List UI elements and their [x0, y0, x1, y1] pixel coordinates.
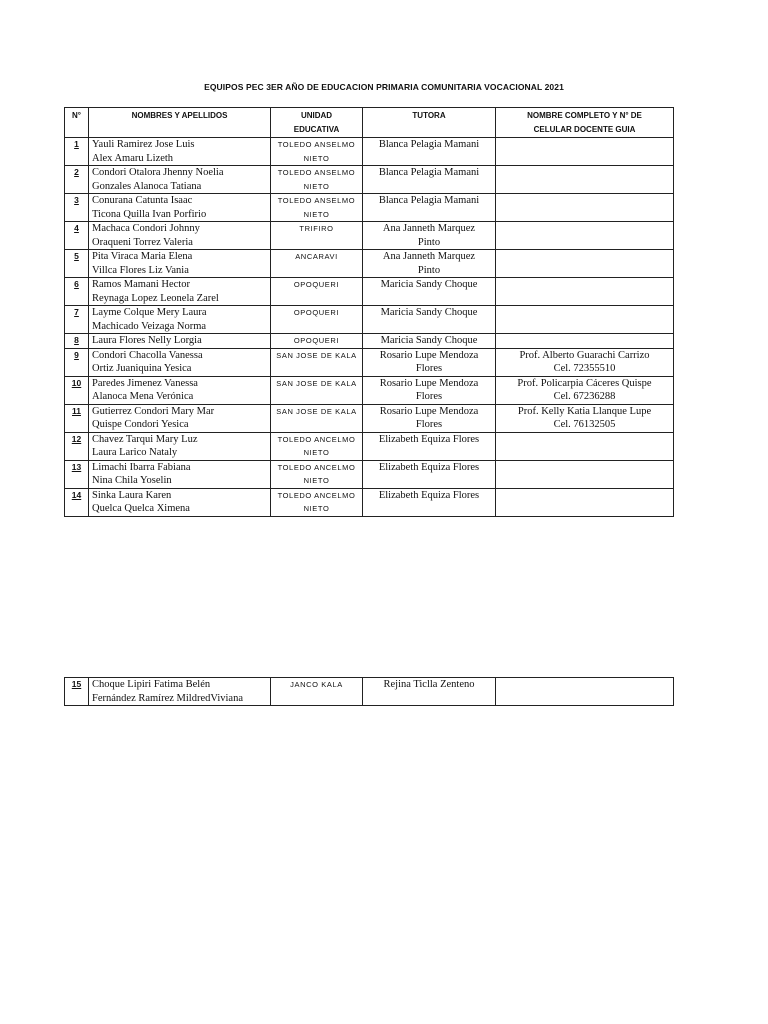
header-tutora: TUTORA: [363, 108, 496, 138]
unidad-educativa: [271, 306, 363, 334]
unidad-educativa-line: SAN JOSE DE KALA: [276, 378, 357, 388]
tutora-name-line: Blanca Pelagia Mamani: [378, 195, 480, 206]
team-members-line: Laura Larico Nataly: [92, 447, 178, 458]
table-row: [65, 432, 674, 460]
table-row: [65, 194, 674, 222]
team-members-line: Yauli Ramirez Jose Luis: [92, 139, 195, 150]
team-members: [89, 278, 271, 306]
tutora-name-line: Blanca Pelagia Mamani: [378, 167, 480, 178]
team-members-line: Machaca Condori Johnny: [92, 223, 200, 234]
team-members-line: Oraqueni Torrez Valeria: [92, 236, 193, 248]
unidad-educativa-line: TOLEDO ANCELMO: [277, 462, 356, 472]
team-members: [89, 194, 271, 222]
tutora-name-line: Rejina Ticlla Zenteno: [383, 679, 475, 690]
team-members-line: Pita Viraca Maria Elena: [92, 251, 193, 262]
tutora-name: [363, 376, 496, 404]
unidad-educativa-line: OPOQUERI: [293, 308, 340, 317]
unidad-educativa-line: TOLEDO ANCELMO: [277, 490, 356, 500]
team-number: 5: [65, 250, 89, 278]
team-members: [89, 404, 271, 432]
team-number: 6: [65, 278, 89, 306]
tutora-name-line: Pinto: [417, 236, 441, 248]
unidad-educativa-line: SAN JOSE DE KALA: [276, 350, 357, 360]
unidad-educativa: [271, 348, 363, 376]
docente-guia: [496, 488, 674, 516]
table-row: [65, 166, 674, 194]
team-members: [89, 348, 271, 376]
team-members-line: Quelca Quelca Ximena: [92, 503, 190, 514]
unidad-educativa: [271, 404, 363, 432]
tutora-name: [363, 432, 496, 460]
tutora-name-line: Flores: [415, 419, 443, 430]
team-members-line: Alanoca Mena Verónica: [92, 391, 194, 402]
team-number: 10: [65, 376, 89, 404]
team-members: [89, 376, 271, 404]
tutora-name-line: Elizabeth Equiza Flores: [378, 489, 480, 501]
unidad-educativa-line: TOLEDO ANSELMO: [277, 140, 356, 149]
docente-guia: [496, 222, 674, 250]
docente-guia: [496, 334, 674, 349]
team-members-line: Nina Chila Yoselin: [92, 475, 172, 486]
unidad-educativa-line: NIETO: [303, 209, 330, 219]
unidad-educativa-line: NIETO: [303, 476, 330, 485]
docente-guia: [496, 306, 674, 334]
docente-guia-line: Cel. 72355510: [553, 363, 616, 374]
team-members-line: Quispe Condori Yesica: [92, 419, 189, 430]
team-number: 2: [65, 166, 89, 194]
tutora-name-line: Maricia Sandy Choque: [380, 307, 478, 318]
team-number: 1: [65, 138, 89, 166]
unidad-educativa: [271, 194, 363, 222]
tutora-name-line: Ana Janneth Marquez: [382, 251, 476, 262]
unidad-educativa: [271, 138, 363, 166]
team-members: [89, 678, 271, 706]
header-docente-line: CELULAR DOCENTE GUIA: [533, 125, 636, 134]
header-unidad-line: UNIDAD: [300, 111, 333, 120]
team-members-line: Choque Lipiri Fatima Belén: [92, 679, 211, 690]
team-members: [89, 166, 271, 194]
team-number: 3: [65, 194, 89, 222]
unidad-educativa-line: TOLEDO ANCELMO: [277, 434, 356, 444]
table-row: [65, 678, 674, 706]
tutora-name-line: Rosario Lupe Mendoza: [379, 377, 479, 389]
table-row: [65, 250, 674, 278]
tutora-name-line: Maricia Sandy Choque: [380, 335, 478, 346]
unidad-educativa: [271, 334, 363, 349]
tutora-name: [363, 222, 496, 250]
unidad-educativa-line: JANCO KALA: [290, 680, 343, 689]
team-number: 7: [65, 306, 89, 334]
team-number: 11: [65, 404, 89, 432]
docente-guia-line: Cel. 67236288: [553, 391, 616, 402]
docente-guia-line: Prof. Kelly Katia Llanque Lupe: [517, 405, 652, 417]
unidad-educativa-line: OPOQUERI: [293, 336, 340, 345]
document-title: EQUIPOS PEC 3ER AÑO DE EDUCACION PRIMARIA COMUNITARIA VOCACIONAL 2021: [204, 82, 564, 92]
team-members-line: Machicado Veizaga Norma: [92, 320, 207, 332]
table-row: [65, 334, 674, 349]
tutora-name-line: Rosario Lupe Mendoza: [379, 349, 479, 361]
team-members-line: Villca Flores Liz Vania: [92, 264, 189, 276]
header-docente-line: NOMBRE COMPLETO Y N° DE: [527, 111, 642, 120]
table-row: [65, 138, 674, 166]
unidad-educativa: [271, 278, 363, 306]
team-members-line: Fernández Ramírez MildredViviana: [92, 692, 243, 704]
table-row: [65, 222, 674, 250]
team-members: [89, 432, 271, 460]
unidad-educativa: [271, 460, 363, 488]
tutora-name: [363, 306, 496, 334]
docente-guia: [496, 278, 674, 306]
unidad-educativa: [271, 376, 363, 404]
team-number: 8: [65, 334, 89, 349]
header-num: N°: [65, 108, 89, 138]
unidad-educativa-line: OPOQUERI: [293, 280, 340, 289]
teams-table-continued: [64, 677, 674, 706]
team-number: 12: [65, 432, 89, 460]
team-members-line: Alex Amaru Lizeth: [92, 152, 174, 164]
team-number: 13: [65, 460, 89, 488]
unidad-educativa: [271, 432, 363, 460]
unidad-educativa-line: SAN JOSE DE KALA: [276, 406, 357, 416]
tutora-name-line: Flores: [415, 391, 443, 402]
tutora-name: [363, 250, 496, 278]
tutora-name: [363, 348, 496, 376]
tutora-name-line: Elizabeth Equiza Flores: [378, 433, 480, 445]
team-members: [89, 250, 271, 278]
unidad-educativa: [271, 166, 363, 194]
table-row: [65, 488, 674, 516]
unidad-educativa-line: NIETO: [303, 153, 330, 163]
docente-guia: [496, 194, 674, 222]
team-members: [89, 460, 271, 488]
team-members-line: Ticona Quilla Ivan Porfirio: [92, 208, 207, 220]
table-row: [65, 404, 674, 432]
tutora-name: [363, 278, 496, 306]
docente-guia-line: Prof. Policarpia Cáceres Quispe: [517, 377, 652, 389]
table-header-row: [65, 108, 674, 138]
unidad-educativa-line: NIETO: [303, 181, 330, 191]
team-number: 4: [65, 222, 89, 250]
team-members-line: Gonzales Alanoca Tatiana: [92, 180, 202, 192]
team-members-line: Ramos Mamani Hector: [92, 279, 190, 290]
unidad-educativa: [271, 250, 363, 278]
header-unidad-line: EDUCATIVA: [293, 125, 340, 134]
tutora-name: [363, 460, 496, 488]
tutora-name-line: Rosario Lupe Mendoza: [379, 405, 479, 417]
table-row: [65, 306, 674, 334]
table-row: [65, 348, 674, 376]
header-docente: [496, 108, 674, 138]
team-members-line: Condori Otalora Jhenny Noelia: [92, 167, 224, 178]
team-members: [89, 334, 271, 349]
team-members-line: Limachi Ibarra Fabiana: [92, 461, 191, 473]
team-members-line: Sinka Laura Karen: [92, 489, 172, 501]
docente-guia-line: Prof. Alberto Guarachi Carrizo: [519, 349, 650, 361]
team-members-line: Paredes Jimenez Vanessa: [92, 377, 198, 389]
tutora-name-line: Blanca Pelagia Mamani: [378, 139, 480, 150]
unidad-educativa: [271, 488, 363, 516]
header-unidad: [271, 108, 363, 138]
tutora-name-line: Elizabeth Equiza Flores: [378, 461, 480, 473]
teams-table: [64, 107, 674, 517]
team-number: 9: [65, 348, 89, 376]
tutora-name-line: Maricia Sandy Choque: [380, 279, 478, 290]
team-number: 14: [65, 488, 89, 516]
table-row: [65, 376, 674, 404]
docente-guia: [496, 432, 674, 460]
tutora-name-line: Flores: [415, 363, 443, 374]
tutora-name-line: Ana Janneth Marquez: [382, 223, 476, 234]
tutora-name: [363, 138, 496, 166]
docente-guia: [496, 250, 674, 278]
docente-guia: [496, 138, 674, 166]
team-members: [89, 306, 271, 334]
unidad-educativa: [271, 222, 363, 250]
docente-guia: [496, 460, 674, 488]
team-members: [89, 222, 271, 250]
unidad-educativa-line: NIETO: [303, 504, 330, 513]
table-row: [65, 278, 674, 306]
team-members: [89, 488, 271, 516]
docente-guia: [496, 348, 674, 376]
unidad-educativa-line: ANCARAVI: [295, 252, 338, 261]
header-nombres: NOMBRES Y APELLIDOS: [89, 108, 271, 138]
tutora-name: [363, 678, 496, 706]
team-members-line: Condori Chacolla Vanessa: [92, 349, 203, 361]
unidad-educativa: [271, 678, 363, 706]
tutora-name: [363, 488, 496, 516]
team-members-line: Gutierrez Condori Mary Mar: [92, 405, 215, 417]
team-members: [89, 138, 271, 166]
team-members-line: Conurana Catunta Isaac: [92, 195, 193, 206]
table-row: [65, 460, 674, 488]
team-number: 15: [65, 678, 89, 706]
tutora-name-line: Pinto: [417, 264, 441, 276]
docente-guia: [496, 376, 674, 404]
unidad-educativa-line: NIETO: [303, 448, 330, 457]
tutora-name: [363, 334, 496, 349]
docente-guia-line: Cel. 76132505: [553, 419, 616, 430]
unidad-educativa-line: TRIFIRO: [299, 224, 334, 233]
unidad-educativa-line: TOLEDO ANSELMO: [277, 196, 356, 205]
docente-guia: [496, 404, 674, 432]
tutora-name: [363, 404, 496, 432]
team-members-line: Ortiz Juaniquina Yesica: [92, 363, 192, 374]
tutora-name: [363, 166, 496, 194]
docente-guia: [496, 166, 674, 194]
team-members-line: Laura Flores Nelly Lorgia: [92, 335, 202, 346]
tutora-name: [363, 194, 496, 222]
team-members-line: Chavez Tarqui Mary Luz: [92, 433, 198, 445]
team-members-line: Reynaga Lopez Leonela Zarel: [92, 292, 219, 304]
docente-guia: [496, 678, 674, 706]
team-members-line: Layme Colque Mery Laura: [92, 307, 207, 318]
unidad-educativa-line: TOLEDO ANSELMO: [277, 168, 356, 177]
